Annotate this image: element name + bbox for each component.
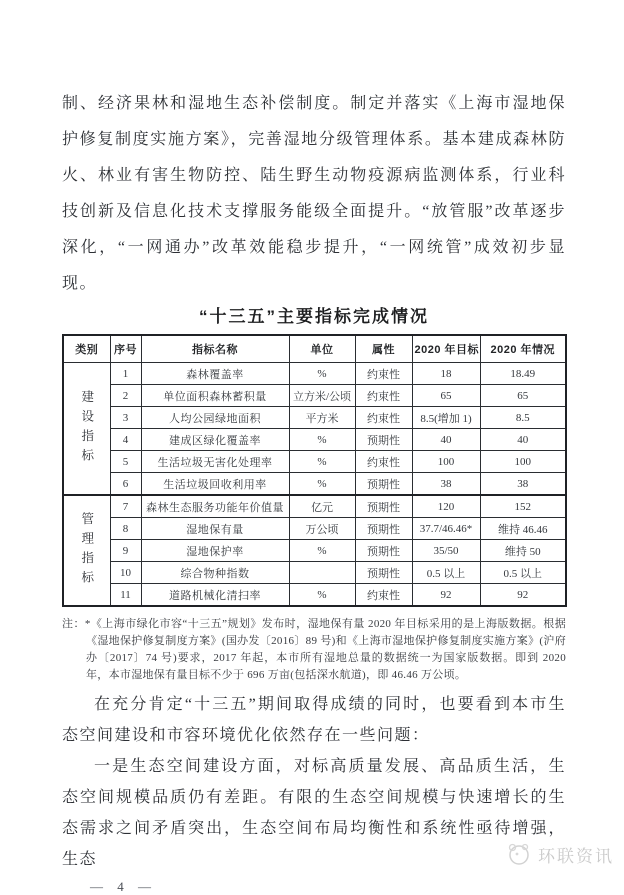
unit-cell: % xyxy=(289,540,355,562)
attribute-cell: 预期性 xyxy=(355,429,412,451)
indicator-name-cell: 单位面积森林蓄积量 xyxy=(141,385,289,407)
row-number-cell: 2 xyxy=(110,385,141,407)
table-row xyxy=(63,451,566,473)
row-number-cell: 9 xyxy=(110,540,141,562)
unit-cell: 平方米 xyxy=(289,407,355,429)
column-header: 2020 年情况 xyxy=(480,335,566,363)
attribute-cell: 约束性 xyxy=(355,407,412,429)
attribute-cell: 预期性 xyxy=(355,473,412,496)
table-row xyxy=(63,363,566,385)
table-row xyxy=(63,495,566,518)
body-paragraph-issue: 一是生态空间建设方面，对标高质量发展、高品质生活，生态空间规模品质仍有差距。有限的生态空间规模与快速增长的生态需求之间矛盾突出，生态空间布局均衡性和系统性亟待增强，生态 xyxy=(62,758,566,868)
row-number-cell: 3 xyxy=(110,407,141,429)
target-2020-cell: 38 xyxy=(412,473,480,496)
category-cell: 建设指标 xyxy=(63,363,110,496)
document-page xyxy=(62,0,566,895)
result-2020-cell: 92 xyxy=(480,584,566,607)
target-2020-cell: 8.5(增加 1) xyxy=(412,407,480,429)
brand-watermark xyxy=(506,841,614,867)
attribute-cell: 约束性 xyxy=(355,385,412,407)
unit-cell: % xyxy=(289,451,355,473)
indicator-name-cell: 道路机械化清扫率 xyxy=(141,584,289,607)
indicator-name-cell: 人均公园绿地面积 xyxy=(141,407,289,429)
row-number-cell: 8 xyxy=(110,518,141,540)
attribute-cell: 预期性 xyxy=(355,495,412,518)
row-number-cell: 6 xyxy=(110,473,141,496)
table-title: “十三五”主要指标完成情况 xyxy=(199,307,429,326)
attribute-cell: 约束性 xyxy=(355,584,412,607)
table-row xyxy=(63,429,566,451)
result-2020-cell: 152 xyxy=(480,495,566,518)
result-2020-cell: 100 xyxy=(480,451,566,473)
column-header: 指标名称 xyxy=(141,335,289,363)
table-row xyxy=(63,540,566,562)
attribute-cell: 约束性 xyxy=(355,363,412,385)
result-2020-cell: 8.5 xyxy=(480,407,566,429)
column-header: 2020 年目标 xyxy=(412,335,480,363)
indicator-name-cell: 建成区绿化覆盖率 xyxy=(141,429,289,451)
target-2020-cell: 120 xyxy=(412,495,480,518)
target-2020-cell: 100 xyxy=(412,451,480,473)
target-2020-cell: 37.7/46.46* xyxy=(412,518,480,540)
target-2020-cell: 65 xyxy=(412,385,480,407)
row-number-cell: 5 xyxy=(110,451,141,473)
row-number-cell: 10 xyxy=(110,562,141,584)
column-header: 类别 xyxy=(63,335,110,363)
result-2020-cell: 40 xyxy=(480,429,566,451)
table-body xyxy=(63,363,566,607)
attribute-cell: 预期性 xyxy=(355,562,412,584)
indicator-name-cell: 生活垃圾无害化处理率 xyxy=(141,451,289,473)
target-2020-cell: 92 xyxy=(412,584,480,607)
table-row xyxy=(63,385,566,407)
unit-cell: 亿元 xyxy=(289,495,355,518)
indicator-name-cell: 森林覆盖率 xyxy=(141,363,289,385)
category-cell: 管理指标 xyxy=(63,495,110,606)
attribute-cell: 约束性 xyxy=(355,451,412,473)
table-row xyxy=(63,407,566,429)
row-number-cell: 7 xyxy=(110,495,141,518)
row-number-cell: 1 xyxy=(110,363,141,385)
indicator-name-cell: 湿地保护率 xyxy=(141,540,289,562)
result-2020-cell: 0.5 以上 xyxy=(480,562,566,584)
unit-cell: 万公顷 xyxy=(289,518,355,540)
attribute-cell: 预期性 xyxy=(355,540,412,562)
column-header: 序号 xyxy=(110,335,141,363)
row-number-cell: 11 xyxy=(110,584,141,607)
table-row xyxy=(63,518,566,540)
indicator-name-cell: 综合物种指数 xyxy=(141,562,289,584)
attribute-cell: 预期性 xyxy=(355,518,412,540)
result-2020-cell: 维持 50 xyxy=(480,540,566,562)
table-header-row xyxy=(63,335,566,363)
result-2020-cell: 18.49 xyxy=(480,363,566,385)
unit-cell: % xyxy=(289,429,355,451)
brand-watermark-label: 环联资讯 xyxy=(538,846,614,866)
result-2020-cell: 维持 46.46 xyxy=(480,518,566,540)
target-2020-cell: 0.5 以上 xyxy=(412,562,480,584)
table-row xyxy=(63,584,566,607)
body-paragraph-mid: 在充分肯定“十三五”期间取得成绩的同时，也要看到本市生态空间建设和市容环境优化依然存在一些问题： xyxy=(62,696,566,744)
indicator-name-cell: 生活垃圾回收利用率 xyxy=(141,473,289,496)
table-row xyxy=(63,473,566,496)
result-2020-cell: 65 xyxy=(480,385,566,407)
unit-cell: % xyxy=(289,473,355,496)
table-footnote: 注：*《上海市绿化市容“十三五”规划》发布时，湿地保有量 2020 年目标采用的是上海版数据。根据《湿地保护修复制度方案》(国办发〔2016〕89 号)和《上海市湿地保护修复制度实施方案》(沪府办〔2017〕74 号)要求，2017 年起，本市所有湿地总量的数据统一为国家版数据。即到 2020 年，本市湿地保有量目标不少于 696 万亩(包括深水航道)，即 46.46 万公顷。 xyxy=(62,618,566,681)
indicator-name-cell: 森林生态服务功能年价值量 xyxy=(141,495,289,518)
page-number: — 4 — xyxy=(90,879,152,894)
unit-cell: % xyxy=(289,363,355,385)
brand-logo-icon xyxy=(506,841,532,867)
body-paragraph-top: 制、经济果林和湿地生态补偿制度。制定并落实《上海市湿地保护修复制度实施方案》，完善湿地分级管理体系。基本建成森林防火、林业有害生物防控、陆生野生动物疫源病监测体系，行业科技创新及信息化技术支撑服务能级全面提升。“放管服”改革逐步深化，“一网通办”改革效能稳步提升，“一网统管”成效初步显现。 xyxy=(62,95,566,292)
target-2020-cell: 35/50 xyxy=(412,540,480,562)
column-header: 属性 xyxy=(355,335,412,363)
unit-cell: 立方米/公顷 xyxy=(289,385,355,407)
column-header: 单位 xyxy=(289,335,355,363)
result-2020-cell: 38 xyxy=(480,473,566,496)
table-row xyxy=(63,562,566,584)
target-2020-cell: 40 xyxy=(412,429,480,451)
target-2020-cell: 18 xyxy=(412,363,480,385)
indicators-table xyxy=(62,334,567,607)
row-number-cell: 4 xyxy=(110,429,141,451)
unit-cell xyxy=(289,562,355,584)
indicator-name-cell: 湿地保有量 xyxy=(141,518,289,540)
unit-cell: % xyxy=(289,584,355,607)
